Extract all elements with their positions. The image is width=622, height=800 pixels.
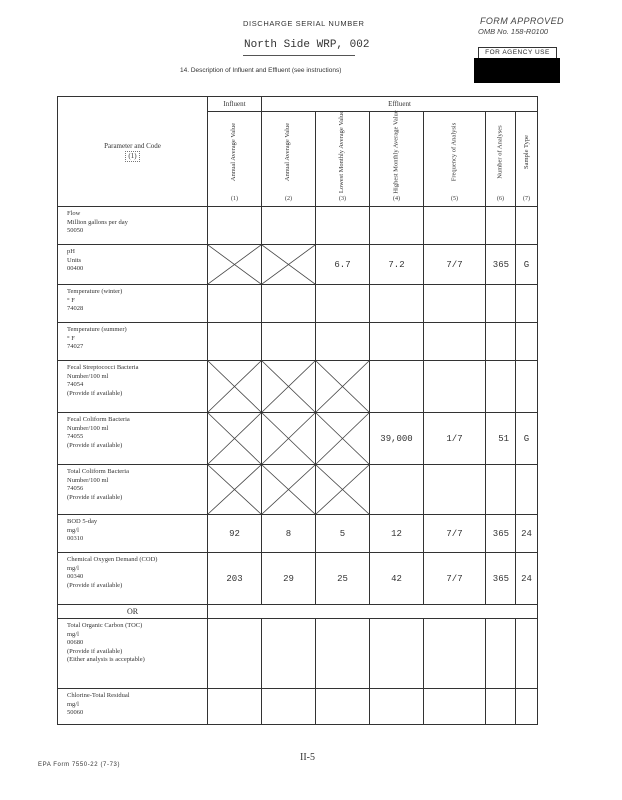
value-cell[interactable] <box>208 619 262 689</box>
parameter-note: (Provide if available) <box>67 389 123 397</box>
cross-mark <box>316 465 369 514</box>
crossed-out-cell <box>262 361 316 413</box>
parameter-unit: ° F <box>67 334 75 342</box>
column-header-4 <box>370 112 424 207</box>
parameter-name: Temperature (summer) <box>67 326 127 333</box>
parameter-cell <box>58 207 208 245</box>
parameter-unit: Million gallons per day <box>67 218 128 226</box>
effluent-group-header: Effluent <box>262 97 538 112</box>
parameter-code: 00680 <box>67 639 84 647</box>
parameter-header-code: (1) <box>125 151 139 162</box>
serial-underline <box>243 55 355 56</box>
value-cell[interactable]: 8 <box>262 515 316 553</box>
value-cell[interactable]: 51 <box>486 413 516 465</box>
parameter-unit: mg/l <box>67 564 79 572</box>
column-header-3 <box>316 112 370 207</box>
crossed-out-cell <box>316 361 370 413</box>
value-cell[interactable] <box>316 689 370 725</box>
table-row <box>58 207 538 245</box>
value-cell[interactable] <box>370 207 424 245</box>
table-row <box>58 323 538 361</box>
parameter-cell <box>58 323 208 361</box>
parameter-name: Chemical Oxygen Demand (COD) <box>67 556 158 563</box>
value-cell[interactable]: 5 <box>316 515 370 553</box>
parameter-unit: Number/100 ml <box>67 476 109 484</box>
value-cell[interactable]: G <box>516 413 538 465</box>
value-cell[interactable] <box>208 689 262 725</box>
cross-mark <box>208 361 261 412</box>
crossed-out-cell <box>316 413 370 465</box>
column-header-7 <box>516 112 538 207</box>
value-cell[interactable] <box>424 361 486 413</box>
parameter-cell <box>58 413 208 465</box>
cross-mark <box>316 361 369 412</box>
parameter-cell <box>58 619 208 689</box>
influent-effluent-table <box>57 96 538 725</box>
value-cell[interactable] <box>424 285 486 323</box>
value-cell[interactable] <box>424 465 486 515</box>
value-cell[interactable]: 25 <box>316 553 370 605</box>
parameter-code: 74055 <box>67 433 84 441</box>
column-header-number: (5) <box>451 196 458 202</box>
value-cell[interactable] <box>208 285 262 323</box>
value-cell[interactable] <box>486 285 516 323</box>
parameter-cell <box>58 465 208 515</box>
value-cell[interactable] <box>316 207 370 245</box>
parameter-unit: Number/100 ml <box>67 424 109 432</box>
value-cell[interactable] <box>486 207 516 245</box>
table-row <box>58 413 538 465</box>
column-header-label: Number of Analyses <box>496 125 504 179</box>
crossed-out-cell <box>262 413 316 465</box>
value-cell[interactable]: 92 <box>208 515 262 553</box>
or-label-cell <box>58 605 208 619</box>
value-cell[interactable] <box>516 689 538 725</box>
cross-mark <box>262 413 315 464</box>
parameter-name: BOD 5-day <box>67 518 98 525</box>
parameter-unit: mg/l <box>67 526 79 534</box>
value-cell[interactable] <box>208 207 262 245</box>
value-cell[interactable]: 24 <box>516 515 538 553</box>
table-row <box>58 689 538 725</box>
value-cell[interactable] <box>424 207 486 245</box>
value-cell[interactable]: 365 <box>486 553 516 605</box>
crossed-out-cell <box>262 245 316 285</box>
parameter-unit: mg/l <box>67 700 79 708</box>
parameter-note: (Provide if available) <box>67 581 123 589</box>
parameter-code: 74028 <box>67 305 84 313</box>
cross-mark <box>262 245 315 284</box>
value-cell[interactable] <box>370 619 424 689</box>
column-header-6 <box>486 112 516 207</box>
omb-number: OMB No. 158-R0100 <box>478 27 549 36</box>
cross-mark <box>316 413 369 464</box>
value-cell[interactable] <box>424 689 486 725</box>
parameter-name: Temperature (winter) <box>67 288 123 295</box>
value-cell[interactable] <box>486 361 516 413</box>
cross-mark <box>208 245 261 284</box>
table-row <box>58 245 538 285</box>
parameter-code: 74054 <box>67 381 84 389</box>
value-cell[interactable] <box>516 619 538 689</box>
parameter-cell <box>58 553 208 605</box>
table-row <box>58 361 538 413</box>
parameter-code: 50060 <box>67 709 84 717</box>
parameter-cell <box>58 245 208 285</box>
parameter-name: Chlorine-Total Residual <box>67 692 130 699</box>
parameter-header-label: Parameter and Code <box>104 141 161 150</box>
section-title: 14. Description of Influent and Effluent (see instructions) <box>180 67 342 74</box>
value-cell[interactable]: 7/7 <box>424 515 486 553</box>
discharge-serial-label: DISCHARGE SERIAL NUMBER <box>243 19 365 28</box>
value-cell[interactable]: 24 <box>516 553 538 605</box>
value-cell[interactable]: 365 <box>486 515 516 553</box>
value-cell[interactable] <box>486 689 516 725</box>
parameter-cell <box>58 515 208 553</box>
column-header-2 <box>262 112 316 207</box>
column-header-number: (2) <box>285 196 292 202</box>
value-cell[interactable]: 7.2 <box>370 245 424 285</box>
value-cell[interactable] <box>516 361 538 413</box>
value-cell[interactable] <box>262 323 316 361</box>
value-cell[interactable] <box>370 361 424 413</box>
parameter-code: 74056 <box>67 485 84 493</box>
parameter-note: (Provide if available) <box>67 441 123 449</box>
value-cell[interactable] <box>516 207 538 245</box>
value-cell[interactable] <box>516 323 538 361</box>
parameter-unit: Number/100 ml <box>67 372 109 380</box>
parameter-name: Fecal Streptococci Bacteria <box>67 364 139 371</box>
value-cell[interactable] <box>424 619 486 689</box>
column-header-number: (6) <box>497 196 504 202</box>
value-cell[interactable]: 42 <box>370 553 424 605</box>
cross-mark <box>262 361 315 412</box>
cross-mark <box>208 465 261 514</box>
form-id: EPA Form 7550-22 (7-73) <box>38 762 121 768</box>
or-row <box>58 605 538 619</box>
value-cell[interactable]: 6.7 <box>316 245 370 285</box>
parameter-cell <box>58 361 208 413</box>
column-header-number: (4) <box>393 196 400 202</box>
column-header-label: Highest Monthly Average Value <box>392 110 400 194</box>
value-cell[interactable]: 39,000 <box>370 413 424 465</box>
column-header-label: Sample Type <box>522 135 530 169</box>
column-header-number: (1) <box>231 196 238 202</box>
cross-mark <box>262 465 315 514</box>
value-cell[interactable] <box>486 619 516 689</box>
parameter-code: 50050 <box>67 227 84 235</box>
value-cell[interactable] <box>486 465 516 515</box>
column-header-number: (7) <box>523 196 530 202</box>
parameter-code: 00400 <box>67 265 84 273</box>
parameter-cell <box>58 285 208 323</box>
parameter-name: Flow <box>67 210 81 217</box>
table-row <box>58 515 538 553</box>
column-header-label: Lowest Monthly Average Value <box>338 110 346 194</box>
value-cell[interactable] <box>316 323 370 361</box>
value-cell[interactable] <box>370 465 424 515</box>
table-row <box>58 619 538 689</box>
value-cell[interactable] <box>262 619 316 689</box>
value-cell[interactable] <box>208 323 262 361</box>
column-header-label: Annual Average Value <box>284 122 292 182</box>
agency-use-redaction <box>474 58 560 83</box>
value-cell[interactable]: 29 <box>262 553 316 605</box>
value-cell[interactable] <box>262 207 316 245</box>
parameter-header <box>58 97 208 207</box>
parameter-name: Total Coliform Bacteria <box>67 468 129 475</box>
crossed-out-cell <box>208 465 262 515</box>
or-spacer <box>208 605 538 619</box>
value-cell[interactable] <box>516 285 538 323</box>
value-cell[interactable]: 7/7 <box>424 245 486 285</box>
value-cell[interactable] <box>262 689 316 725</box>
parameter-unit: ° F <box>67 296 75 304</box>
parameter-note: (Provide if available) <box>67 647 123 655</box>
value-cell[interactable] <box>486 323 516 361</box>
column-header-label: Frequency of Analysis <box>450 122 458 182</box>
page-number: II-5 <box>300 752 315 763</box>
form-approved-label: FORM APPROVED <box>480 16 564 26</box>
parameter-cell <box>58 689 208 725</box>
crossed-out-cell <box>262 465 316 515</box>
column-header-5 <box>424 112 486 207</box>
cross-mark <box>208 413 261 464</box>
value-cell[interactable]: 1/7 <box>424 413 486 465</box>
parameter-code: 74027 <box>67 343 84 351</box>
table-row <box>58 553 538 605</box>
value-cell[interactable] <box>316 619 370 689</box>
value-cell[interactable] <box>516 465 538 515</box>
crossed-out-cell <box>208 361 262 413</box>
table-row <box>58 465 538 515</box>
parameter-code: 00340 <box>67 573 84 581</box>
table-row <box>58 285 538 323</box>
value-cell[interactable] <box>316 285 370 323</box>
column-header-1 <box>208 112 262 207</box>
or-label: OR <box>126 607 139 616</box>
value-cell[interactable] <box>370 689 424 725</box>
parameter-name: Total Organic Carbon (TOC) <box>67 622 143 629</box>
parameter-code: 00310 <box>67 535 84 543</box>
parameter-note-2: (Either analysis is acceptable) <box>67 656 145 664</box>
value-cell[interactable]: 7/7 <box>424 553 486 605</box>
parameter-unit: mg/l <box>67 630 79 638</box>
crossed-out-cell <box>316 465 370 515</box>
value-cell[interactable] <box>370 323 424 361</box>
value-cell[interactable] <box>262 285 316 323</box>
influent-group-header: Influent <box>208 97 262 112</box>
parameter-name: Fecal Coliform Bacteria <box>67 416 130 423</box>
column-header-label: Annual Average Value <box>230 122 238 182</box>
value-cell[interactable] <box>424 323 486 361</box>
agency-use-box: FOR AGENCY USE <box>478 47 557 59</box>
crossed-out-cell <box>208 413 262 465</box>
parameter-unit: Units <box>67 256 82 264</box>
value-cell[interactable]: G <box>516 245 538 285</box>
parameter-note: (Provide if available) <box>67 493 123 501</box>
value-cell[interactable]: 203 <box>208 553 262 605</box>
crossed-out-cell <box>208 245 262 285</box>
value-cell[interactable]: 365 <box>486 245 516 285</box>
value-cell[interactable] <box>370 285 424 323</box>
column-header-number: (3) <box>339 196 346 202</box>
value-cell[interactable]: 12 <box>370 515 424 553</box>
discharge-serial-value: North Side WRP, 002 <box>244 39 370 51</box>
parameter-name: pH <box>67 248 75 255</box>
